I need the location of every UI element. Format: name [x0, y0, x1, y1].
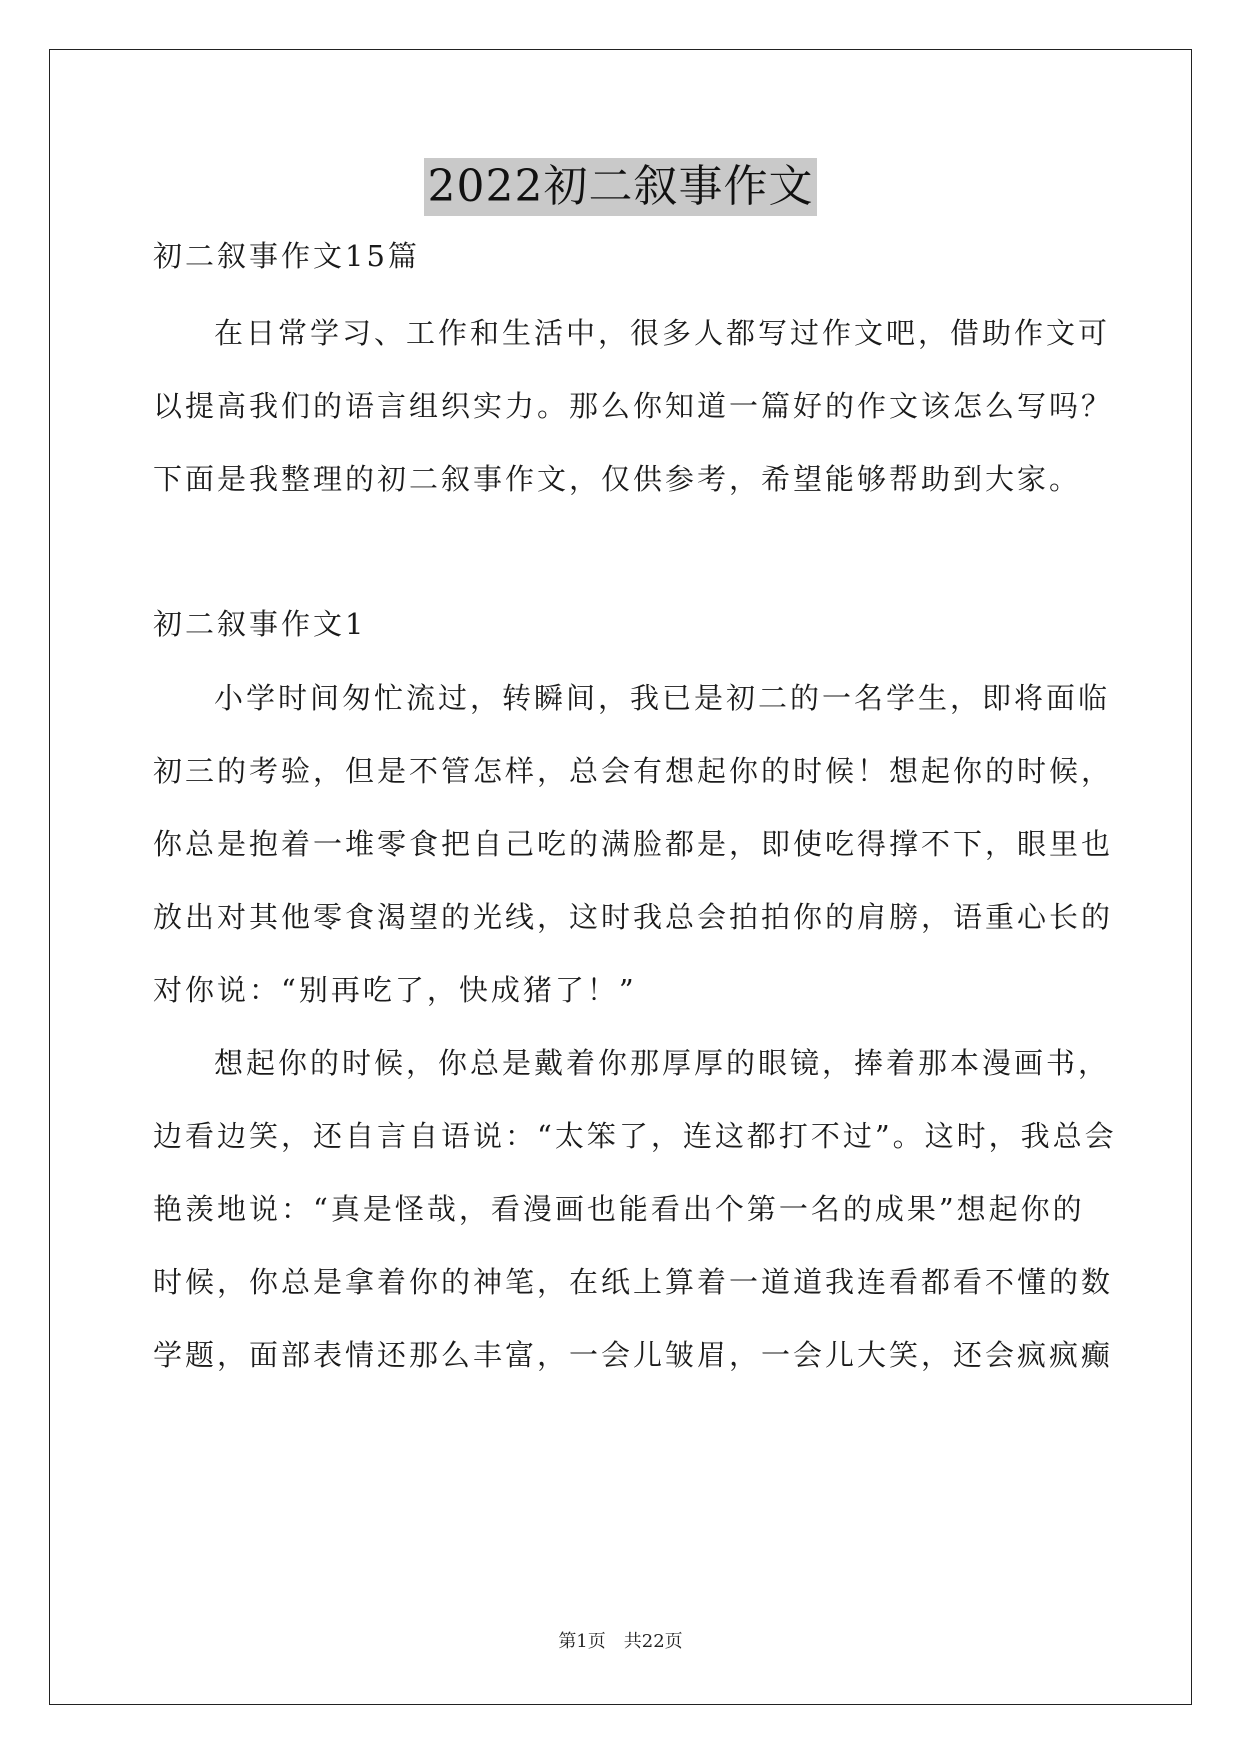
para1-line-5: 对你说：“别再吃了，快成猪了！”: [153, 973, 637, 1007]
page-border: [49, 49, 1192, 1705]
para2-line-1: 想起你的时候，你总是戴着你那厚厚的眼镜，捧着那本漫画书，: [214, 1046, 1111, 1080]
section-heading: 初二叙事作文1: [153, 607, 367, 641]
document-subtitle: 初二叙事作文15篇: [153, 239, 420, 273]
para2-line-5: 学题，面部表情还那么丰富，一会儿皱眉，一会儿大笑，还会疯疯癫: [153, 1338, 1114, 1372]
title-container: [0, 158, 1241, 216]
intro-line-1: 在日常学习、工作和生活中，很多人都写过作文吧，借助作文可: [214, 316, 1111, 350]
para1-line-1: 小学时间匆忙流过，转瞬间，我已是初二的一名学生，即将面临: [214, 681, 1111, 715]
document-title: 2022初二叙事作文: [424, 158, 818, 216]
para2-line-4: 时候，你总是拿着你的神笔，在纸上算着一道道我连看都看不懂的数: [153, 1265, 1114, 1299]
para1-line-4: 放出对其他零食渴望的光线，这时我总会拍拍你的肩膀，语重心长的: [153, 900, 1114, 934]
para1-line-3: 你总是抱着一堆零食把自己吃的满脸都是，即使吃得撑不下，眼里也: [153, 827, 1114, 861]
para2-line-2: 边看边笑，还自言自语说：“太笨了，连这都打不过”。这时，我总会: [153, 1119, 1117, 1153]
intro-line-3: 下面是我整理的初二叙事作文，仅供参考，希望能够帮助到大家。: [153, 462, 1082, 496]
para2-line-3: 艳羡地说：“真是怪哉，看漫画也能看出个第一名的成果”想起你的: [153, 1192, 1085, 1226]
intro-line-2: 以提高我们的语言组织实力。那么你知道一篇好的作文该怎么写吗？: [153, 389, 1114, 423]
para1-line-2: 初三的考验，但是不管怎样，总会有想起你的时候！想起你的时候，: [153, 754, 1114, 788]
page-footer: 第1页 共22页: [558, 1631, 683, 1652]
